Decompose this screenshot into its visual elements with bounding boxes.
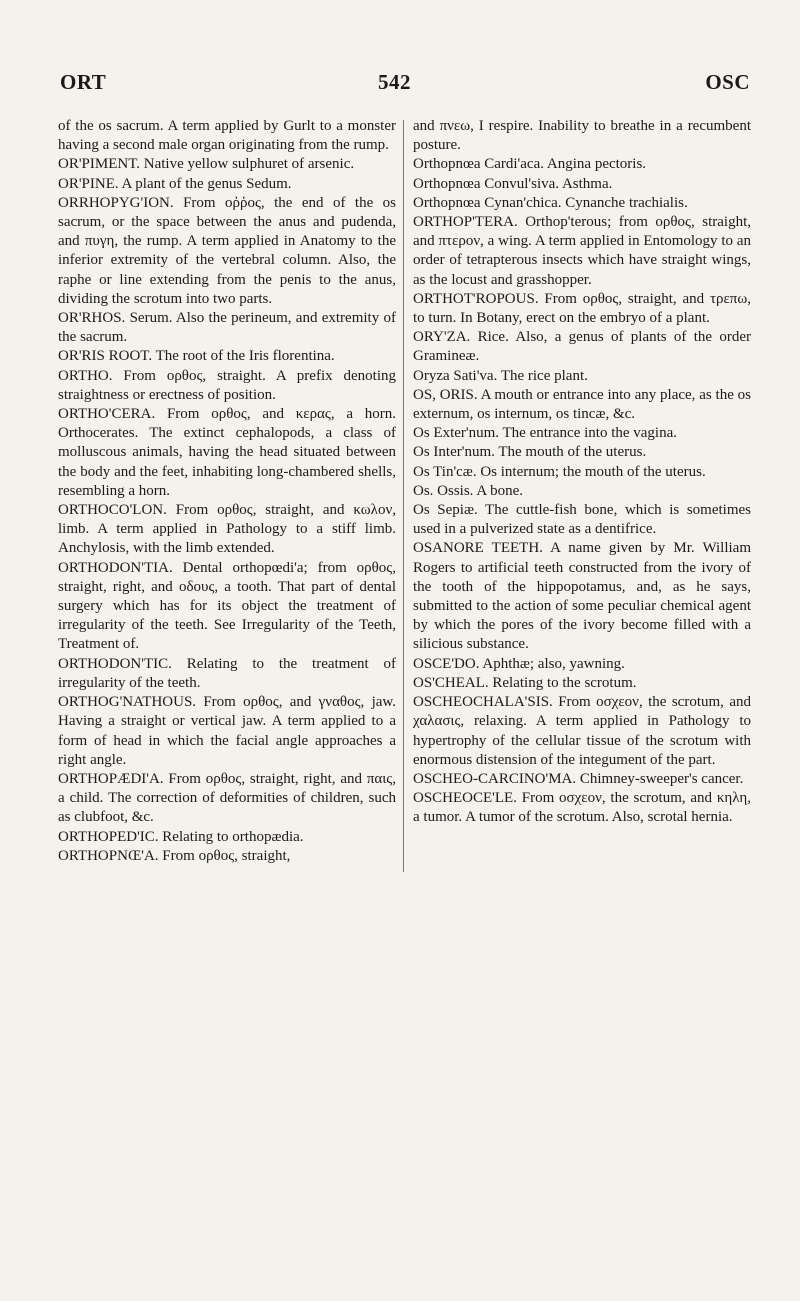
entry: ORTHOG'NATHOUS. From ορθος, and γναθος, jaw. Having a straight or vertical jaw. A term applied to a form of head in which the facial angle approaches a right angle. [58, 694, 396, 768]
entry: ORY'ZA. Rice. Also, a genus of plants of the order Gramineæ. [413, 329, 751, 365]
left-column [58, 117, 396, 866]
entry: of the os sacrum. A term applied by Gurlt to a monster having a second male organ originating from the rump. [58, 118, 396, 154]
entry: ORTHOT'ROPOUS. From ορθος, straight, and τρεπω, to turn. In Botany, erect on the embryo of a plant. [413, 290, 751, 327]
entry: ORTHOP'TERA. Orthop'terous; from ορθος, straight, and πτερον, a wing. A term applied in Entomology to an order of tetrapterous insects which have straight wings, as the locust and grasshopper. [413, 214, 751, 288]
entry: OR'RIS ROOT. The root of the Iris florentina. [58, 348, 335, 365]
entry: OR'PINE. A plant of the genus Sedum. [58, 175, 292, 192]
entry: Oryza Sati'va. The rice plant. [413, 367, 588, 384]
entry: OSANORE TEETH. A name given by Mr. William Rogers to artificial teeth constructed from the ivory of the tooth of the hippopotamus, and, as he says, submitted to the action of some peculiar chemical agent by which the pores of the ivory become filled with a silicious substance. [413, 540, 751, 653]
entry: Orthopnœa Cardi'aca. Angina pectoris. [413, 156, 647, 173]
entry: OSCHEOCHALA'SIS. From οσχεον, the scrotum, and χαλασις, relaxing. A term applied in Pathology to hypertrophy of the cellular tissue of the scrotum with enormous distension of the integument of the part. [413, 694, 751, 768]
entry: OSCE'DO. Aphthæ; also, yawning. [413, 655, 625, 672]
entry: OR'PIMENT. Native yellow sulphuret of arsenic. [58, 156, 355, 173]
right-column [413, 117, 751, 828]
entry: Os Exter'num. The entrance into the vagina. [413, 425, 678, 442]
entry: Orthopnœa Convul'siva. Asthma. [413, 175, 613, 192]
entry: Os Sepiæ. The cuttle-fish bone, which is sometimes used in a pulverized state as a dentifrice. [413, 502, 751, 538]
entry: OS'CHEAL. Relating to the scrotum. [413, 674, 637, 691]
entry: OSCHEOCE'LE. From οσχεον, the scrotum, and κηλη, a tumor. A tumor of the scrotum. Also, scrotal hernia. [413, 790, 751, 826]
page-number: 542 [378, 70, 411, 94]
entry: Orthopnœa Cynan'chica. Cynanche trachialis. [413, 194, 688, 211]
entry: OSCHEO-CARCINO'MA. Chimney-sweeper's cancer. [413, 770, 744, 787]
entry: OS, ORIS. A mouth or entrance into any place, as the os externum, os internum, os tincæ, &c. [413, 386, 751, 423]
entry: ORTHO. From ορθος, straight. A prefix denoting straightness or erectness of position. [58, 367, 396, 403]
entry: ORRHOPYG'ION. From οῤῥος, the end of the os sacrum, or the space between the anus and pudenda, and πυγη, the rump. A term applied in Anatomy to the inferior extremity of the vertebral column. Also, the raphe or line extending from the penis to the anus, dividing the scrotum into two parts. [58, 194, 396, 307]
entry: ORTHOCO'LON. From ορθος, straight, and κωλον, limb. A term applied in Pathology to a stiff limb. Anchylosis, with the limb extended. [58, 502, 396, 557]
running-head-left: ORT [60, 70, 107, 94]
page-header [60, 70, 750, 110]
entry: ORTHOPÆDI'A. From ορθος, straight, right, and παις, a child. The correction of deformities of children, such as clubfoot, &c. [58, 770, 396, 826]
entry: ORTHODON'TIC. Relating to the treatment of irregularity of the teeth. [58, 655, 396, 691]
entry: Os Inter'num. The mouth of the uterus. [413, 444, 647, 461]
entry: ORTHOPNŒ'A. From ορθος, straight, [58, 847, 291, 864]
entry: ORTHO'CERA. From ορθος, and κερας, a horn. Orthocerates. The extinct cephalopods, a class of molluscous animals, having the head situated between the body and the feet, inhabiting long-chambered shells, resembling a horn. [58, 406, 396, 499]
column-divider [403, 120, 404, 872]
entry: OR'RHOS. Serum. Also the perineum, and extremity of the sacrum. [58, 310, 396, 346]
entry: ORTHOPED'IC. Relating to orthopædia. [58, 828, 304, 845]
entry: ORTHODON'TIA. Dental orthopœdi'a; from ορθος, straight, right, and οδους, a tooth. That part of dental surgery which has for its object the treatment of irregularity of the teeth. See Irregularity of the Teeth, Treatment of. [58, 559, 396, 653]
running-head-right: OSC [705, 70, 750, 94]
entry: Os. Ossis. A bone. [413, 482, 524, 499]
entry: Os Tin'cæ. Os internum; the mouth of the uterus. [413, 463, 706, 480]
entry: and πνεω, I respire. Inability to breathe in a recumbent posture. [413, 118, 751, 154]
